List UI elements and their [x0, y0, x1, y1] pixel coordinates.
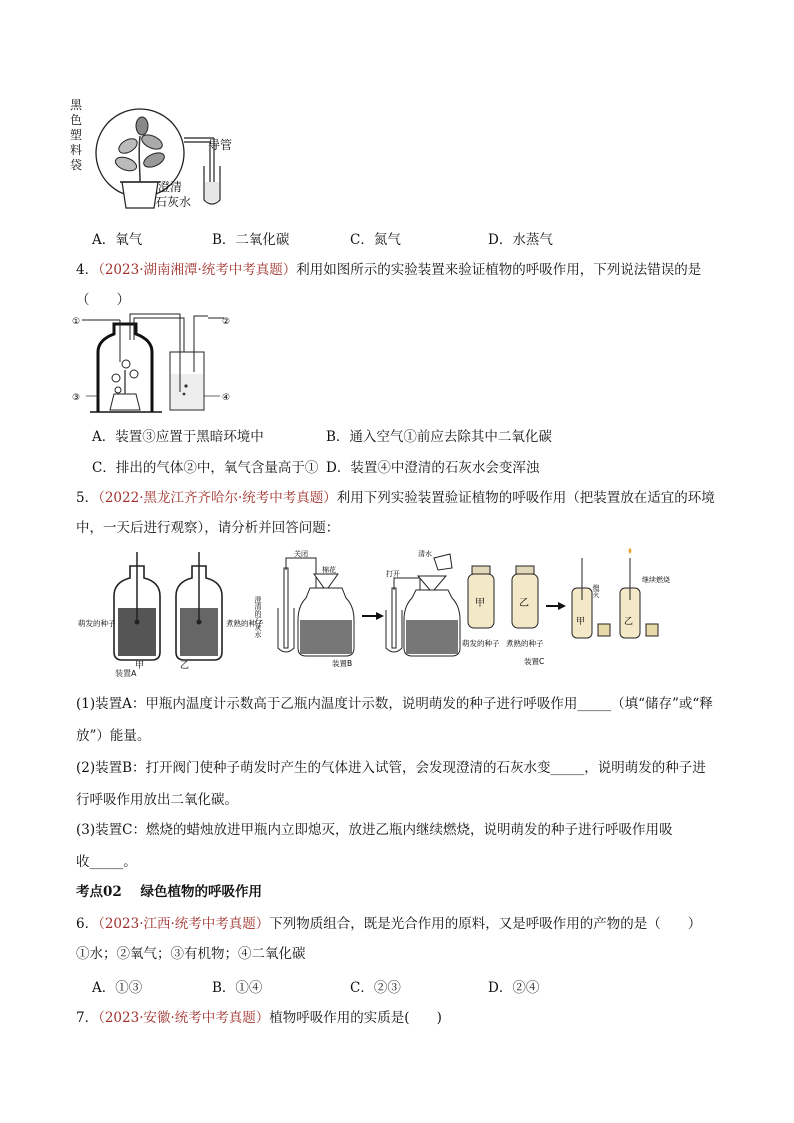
label-c-yi: 乙 — [624, 617, 634, 627]
label-yi: 乙 — [180, 661, 190, 670]
q5-number: 5． — [76, 490, 99, 506]
q5-text-1: 利用下列实验装置验证植物的呼吸作用（把装置放在适宜的环境 — [336, 490, 715, 506]
label-lime-2: 石灰水 — [155, 195, 192, 209]
q4-option-c: C．排出的气体②中，氧气含量高于① — [92, 460, 319, 476]
figure-q3 — [70, 96, 240, 216]
label-lime-water: 澄清的石灰水 — [254, 596, 262, 638]
q6-option-d: D．②④ — [488, 980, 540, 996]
q4-source: （2023·湖南湘潭·统考中考真题） — [98, 262, 297, 278]
q6-option-b: B．①④ — [212, 980, 263, 996]
q5-part1-a: (1)装置A：甲瓶内温度计示数高于乙瓶内温度计示数，说明萌发的种子进行呼吸作用_____（填“储存”或“释 — [76, 696, 713, 712]
q4-text: 利用如图所示的实验装置来验证植物的呼吸作用，下列说法错误的是 — [296, 262, 702, 278]
q4-fig-label-1: ① — [72, 317, 81, 327]
q4-option-b: B．通入空气①前应去除其中二氧化碳 — [326, 429, 552, 445]
label-water: 清水 — [418, 550, 432, 558]
label-c-jia: 甲 — [576, 617, 586, 627]
q4-paren: （ ） — [76, 292, 130, 308]
q5-stem-2: 中，一天后进行观察），请分析并回答问题： — [76, 520, 340, 536]
q5-part2-b: 行呼吸作用放出二氧化碳。 — [76, 792, 238, 808]
q4-fig-label-4: ④ — [222, 393, 231, 403]
q7-stem — [76, 1008, 442, 1028]
label-cotton: 棉花 — [322, 566, 336, 574]
q4-fig-label-3: ③ — [72, 393, 81, 403]
device-b — [278, 554, 460, 656]
q4-fig-label-2: ② — [222, 317, 231, 327]
q5-stem-1 — [76, 488, 715, 508]
label-device-b: 装置B — [332, 659, 353, 668]
label-close: 关闭 — [294, 550, 308, 558]
q6-source: （2023·江西·统考中考真题） — [98, 916, 270, 932]
label-device-a: 装置A — [115, 669, 137, 678]
label-extinguish: 熄灭 — [592, 584, 600, 598]
label-c-germinating: 萌发的种子 — [462, 639, 500, 648]
q6-text: 下列物质组合，既是光合作用的原料，又是呼吸作用的产物的是（ ） — [269, 916, 702, 932]
q4-option-d: D．装置④中澄清的石灰水会变浑浊 — [326, 460, 540, 476]
label-tube: 导管 — [208, 138, 233, 152]
q5-part1-b: 放”）能量。 — [76, 728, 151, 744]
label-jar-jia: 甲 — [475, 598, 485, 609]
q3-option-c: C．氮气 — [350, 232, 401, 248]
q7-number: 7． — [76, 1010, 99, 1026]
q3-option-d: D．水蒸气 — [488, 232, 553, 248]
q4-number: 4． — [76, 262, 99, 278]
q6-option-a: A．①③ — [92, 980, 143, 996]
label-cooked-seeds: 煮熟的种子 — [226, 619, 264, 628]
section-title: 绿色植物的呼吸作用 — [140, 884, 262, 900]
q3-option-a: A．氧气 — [92, 232, 143, 248]
label-keep-burning: 继续燃烧 — [642, 576, 670, 584]
label-open: 打开 — [386, 570, 400, 578]
q6-items: ①水；②氧气；③有机物；④二氧化碳 — [76, 946, 306, 962]
label-germinating-seeds: 萌发的种子 — [78, 619, 116, 628]
q6-number: 6． — [76, 916, 99, 932]
q5-source: （2022·黑龙江齐齐哈尔·统考中考真题） — [98, 490, 337, 506]
q7-text: 植物呼吸作用的实质是( ) — [269, 1010, 442, 1026]
label-black-bag: 黑色塑料袋 — [70, 98, 83, 172]
section-label: 考点02 — [76, 884, 122, 900]
q4-option-a: A．装置③应置于黑暗环境中 — [92, 429, 264, 445]
label-jia: 甲 — [135, 661, 145, 670]
label-jar-yi: 乙 — [519, 598, 529, 609]
q7-source: （2023·安徽·统考中考真题） — [98, 1010, 270, 1026]
device-a — [114, 552, 222, 660]
q4-stem — [76, 260, 701, 280]
figure-q4 — [70, 312, 240, 418]
label-lime-1: 澄清 — [158, 180, 183, 194]
q5-part3-b: 收_____。 — [76, 854, 137, 870]
figure-q5 — [78, 548, 678, 670]
q3-option-b: B．二氧化碳 — [212, 232, 290, 248]
q6-stem — [76, 914, 701, 934]
q6-option-c: C．②③ — [350, 980, 401, 996]
q5-part2-a: (2)装置B：打开阀门使种子萌发时产生的气体进入试管，会发现澄清的石灰水变_____，说明萌发的种子进 — [76, 760, 706, 776]
label-device-c: 装置C — [524, 657, 545, 666]
q5-part3-a: (3)装置C：燃烧的蜡烛放进甲瓶内立即熄灭，放进乙瓶内继续燃烧，说明萌发的种子进行呼吸作用吸 — [76, 822, 673, 838]
label-c-cooked: 煮熟的种子 — [506, 639, 544, 648]
section-header — [76, 882, 262, 902]
